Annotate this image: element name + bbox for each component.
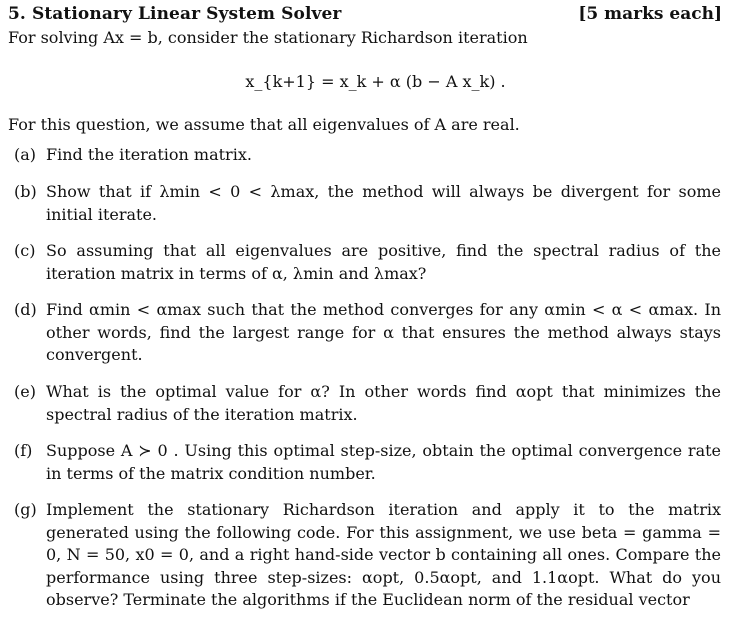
part-b <box>14 181 721 226</box>
richardson-equation: x_{k+1} = x_k + α (b − A x_k) . <box>245 72 506 91</box>
part-d <box>14 299 721 367</box>
part-label: (g) <box>14 500 37 519</box>
part-c <box>14 240 721 285</box>
part-text: Implement the stationary Richardson iteration and apply it to the matrix generated using the following code. For this assignment, we use beta = gamma = 0, N = 50, x0 = 0, and a right hand-side vector b containing all ones. Compare the performance using three step-sizes: αopt, 0.5αopt, and 1.1αopt. What do you observe? Terminate the algorithms if the Euclidean norm of the residual vector <box>46 500 721 609</box>
part-label: (e) <box>14 382 36 401</box>
intro-text: For solving Ax = b, consider the stationary Richardson iteration <box>8 28 528 47</box>
part-label: (a) <box>14 145 37 164</box>
part-label: (f) <box>14 441 33 460</box>
part-a <box>14 144 721 167</box>
part-text: Show that if λmin < 0 < λmax, the method will always be divergent for some initial iterate. <box>46 182 721 224</box>
part-label: (d) <box>14 300 37 319</box>
part-label: (c) <box>14 241 36 260</box>
problem-title: 5. Stationary Linear System Solver <box>8 4 342 24</box>
problem-header <box>8 4 722 26</box>
part-text: Suppose A ≻ 0 . Using this optimal step-size, obtain the optimal convergence rate in terms of the matrix condition number. <box>46 441 721 483</box>
part-text: What is the optimal value for α? In other words find αopt that minimizes the spectral radius of the iteration matrix. <box>46 382 721 424</box>
assumption-text: For this question, we assume that all eigenvalues of A are real. <box>8 115 520 134</box>
part-text: Find the iteration matrix. <box>46 145 252 164</box>
part-text: Find αmin < αmax such that the method converges for any αmin < α < αmax. In other words, find the largest range for α that ensures the method always stays convergent. <box>46 300 721 364</box>
marks-label: [5 marks each] <box>578 4 722 24</box>
part-label: (b) <box>14 182 37 201</box>
part-f <box>14 440 721 485</box>
part-e <box>14 381 721 426</box>
part-text: So assuming that all eigenvalues are positive, find the spectral radius of the iteration matrix in terms of α, λmin and λmax? <box>46 241 721 283</box>
part-g <box>14 499 721 612</box>
